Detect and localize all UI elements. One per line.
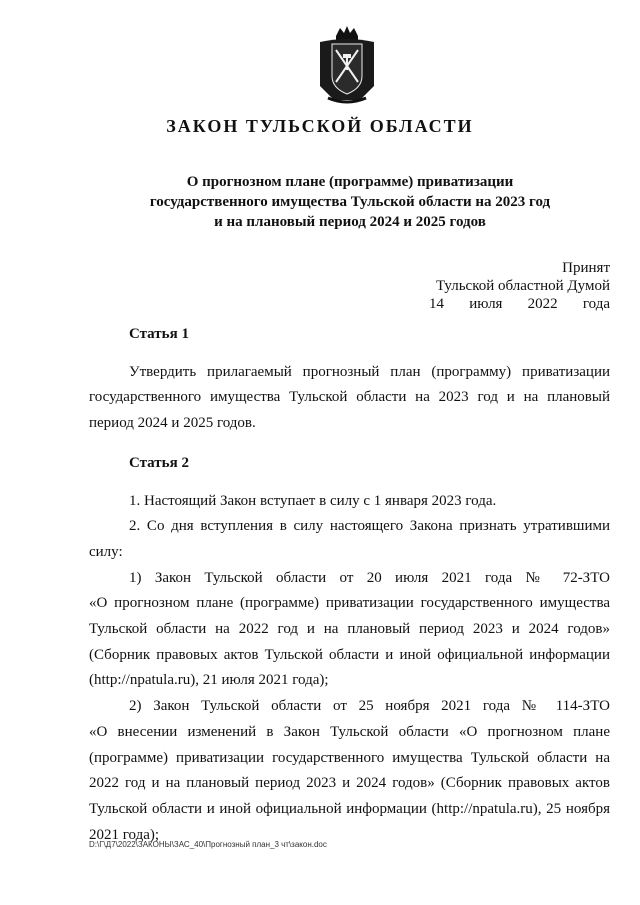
document-title-line-1: О прогнозном плане (программе) приватизации <box>186 174 514 190</box>
adopted-year-word: года <box>582 296 610 312</box>
adopted-date <box>424 295 610 313</box>
tula-coat-of-arms-emblem <box>314 24 380 106</box>
article-2-heading: Статья 2 <box>129 454 189 471</box>
law-body <box>89 322 610 848</box>
article-2-item-1-text: «О прогнозном плане (программе) приватизации государственного имущества Тульской области на 2022 год и на плановый период 2023 и 2024 годов» (Сборник правовых актов Тульской области и иной официальной информации (http://npatula.ru), 21 июля 2021 года); <box>89 595 610 689</box>
adoption-block <box>424 259 610 313</box>
document-title <box>120 172 580 232</box>
adopted-body: Тульской областной Думой <box>435 278 610 294</box>
adopted-label: Принят <box>562 260 610 276</box>
article-1-heading: Статья 1 <box>129 326 189 342</box>
law-title: ЗАКОН ТУЛЬСКОЙ ОБЛАСТИ <box>166 116 474 136</box>
article-2-paragraph-1: 1. Настоящий Закон вступает в силу с 1 января 2023 года. <box>129 492 497 509</box>
adopted-month: июля <box>469 296 503 312</box>
adopted-year: 2022 <box>527 296 558 312</box>
article-1-text: Утвердить прилагаемый прогнозный план (программу) приватизации государственного имущества Тульской области на 2023 год и на плановый период 2024 и 2025 годов. <box>89 363 610 432</box>
document-title-line-2: государственного имущества Тульской области на 2023 год <box>149 194 551 210</box>
article-2-item-2-text: «О внесении изменений в Закон Тульской области «О прогнозном плане (программе) приватизации государственного имущества Тульской области на 2022 год и на плановый период 2023 и 2024 годов» (Сборник правовых актов Тульской области и иной официальной информации (http://npatula.ru), 25 ноября 2021 года); <box>89 723 610 843</box>
document-title-line-3: и на плановый период 2024 и 2025 годов <box>214 214 486 230</box>
adopted-day: 14 <box>429 296 444 312</box>
article-2-item-1-lead: 1) Закон Тульской области от 20 июля 2021 года № 72-ЗТО <box>129 569 610 586</box>
article-2-item-2-lead: 2) Закон Тульской области от 25 ноября 2021 года № 114-ЗТО <box>129 698 610 715</box>
article-2-paragraph-2: 2. Со дня вступления в силу настоящего Закона признать утратившими силу: <box>89 518 610 560</box>
file-path-footer: D:\Г\Д7\2022\ЗАКОНЫ\ЗАС_40\Прогнозный план_3 чт\закон.doc <box>89 840 327 849</box>
